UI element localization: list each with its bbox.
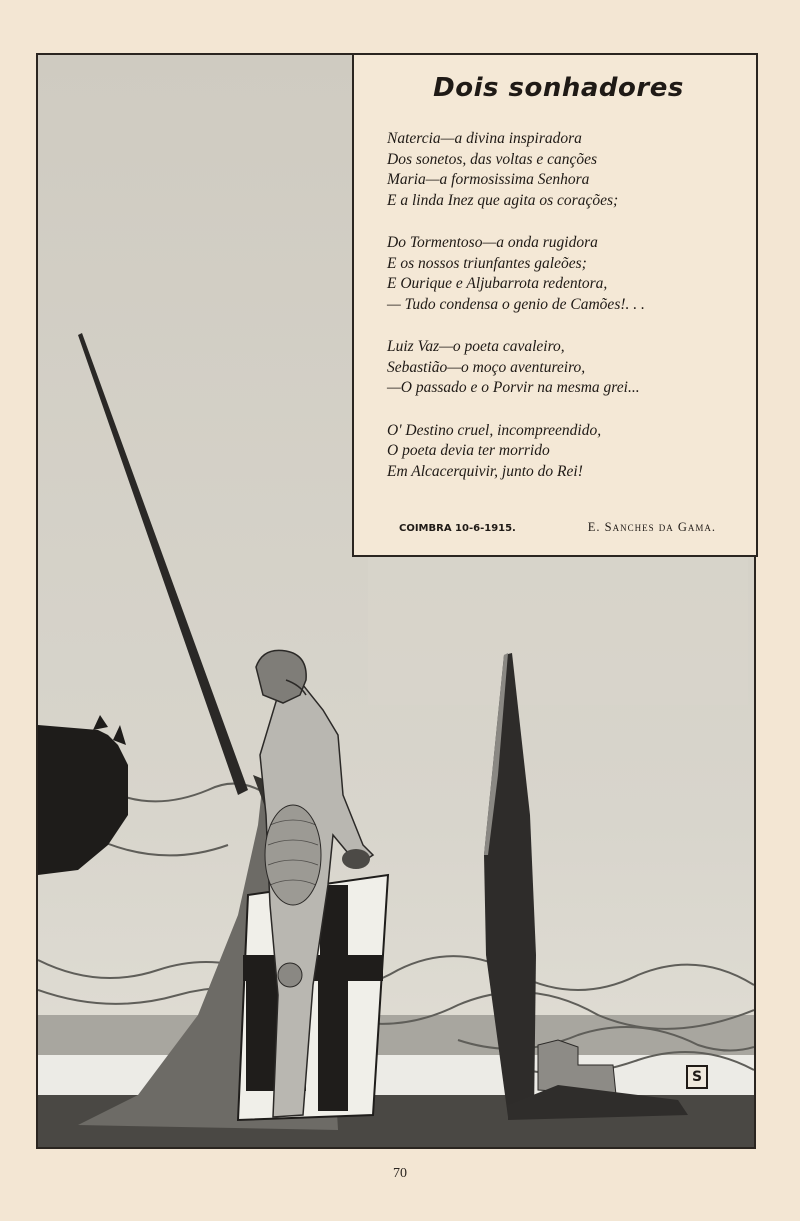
stanza	[387, 337, 730, 399]
stanza	[387, 421, 730, 483]
place-date: COIMBRA 10-6-1915.	[399, 523, 516, 534]
poem-box	[352, 53, 758, 557]
poem-author: E. Sanches da Gama.	[587, 520, 716, 534]
poem-line: Dos sonetos, das voltas e canções	[387, 150, 598, 168]
poem-line: O poeta devia ter morrido	[387, 442, 550, 459]
poem-signoff	[399, 520, 716, 535]
poem-line: Sebastião—o moço aventureiro,	[387, 358, 586, 376]
poem-line: — Tudo condensa o genio de Camões!. . .	[387, 295, 645, 313]
poem-line: E os nossos triunfantes galeões;	[387, 254, 587, 272]
poem-line: Em Alcacerquivir, junto do Rei!	[387, 462, 583, 480]
poem-line: E Ourique e Aljubarrota redentora,	[387, 275, 608, 292]
poem-line: Maria—a formosissima Senhora	[387, 171, 590, 188]
stanza	[387, 129, 730, 211]
poem-line: Natercia—a divina inspiradora	[387, 130, 582, 147]
poem-line: Luiz Vaz—o poeta cavaleiro,	[387, 338, 565, 355]
poem-line: Do Tormentoso—a onda rugidora	[387, 234, 598, 251]
page-number: 70	[393, 1166, 407, 1181]
poem-title: Dois sonhadores	[433, 73, 684, 103]
poem-line: E a linda Inez que agita os corações;	[387, 191, 619, 209]
poem-line: —O passado e o Porvir na mesma grei...	[387, 379, 640, 396]
stanza	[387, 233, 730, 315]
knight-helmet	[256, 650, 306, 703]
poem-line: O' Destino cruel, incompreendido,	[387, 421, 602, 439]
artist-monogram: S	[686, 1065, 708, 1089]
